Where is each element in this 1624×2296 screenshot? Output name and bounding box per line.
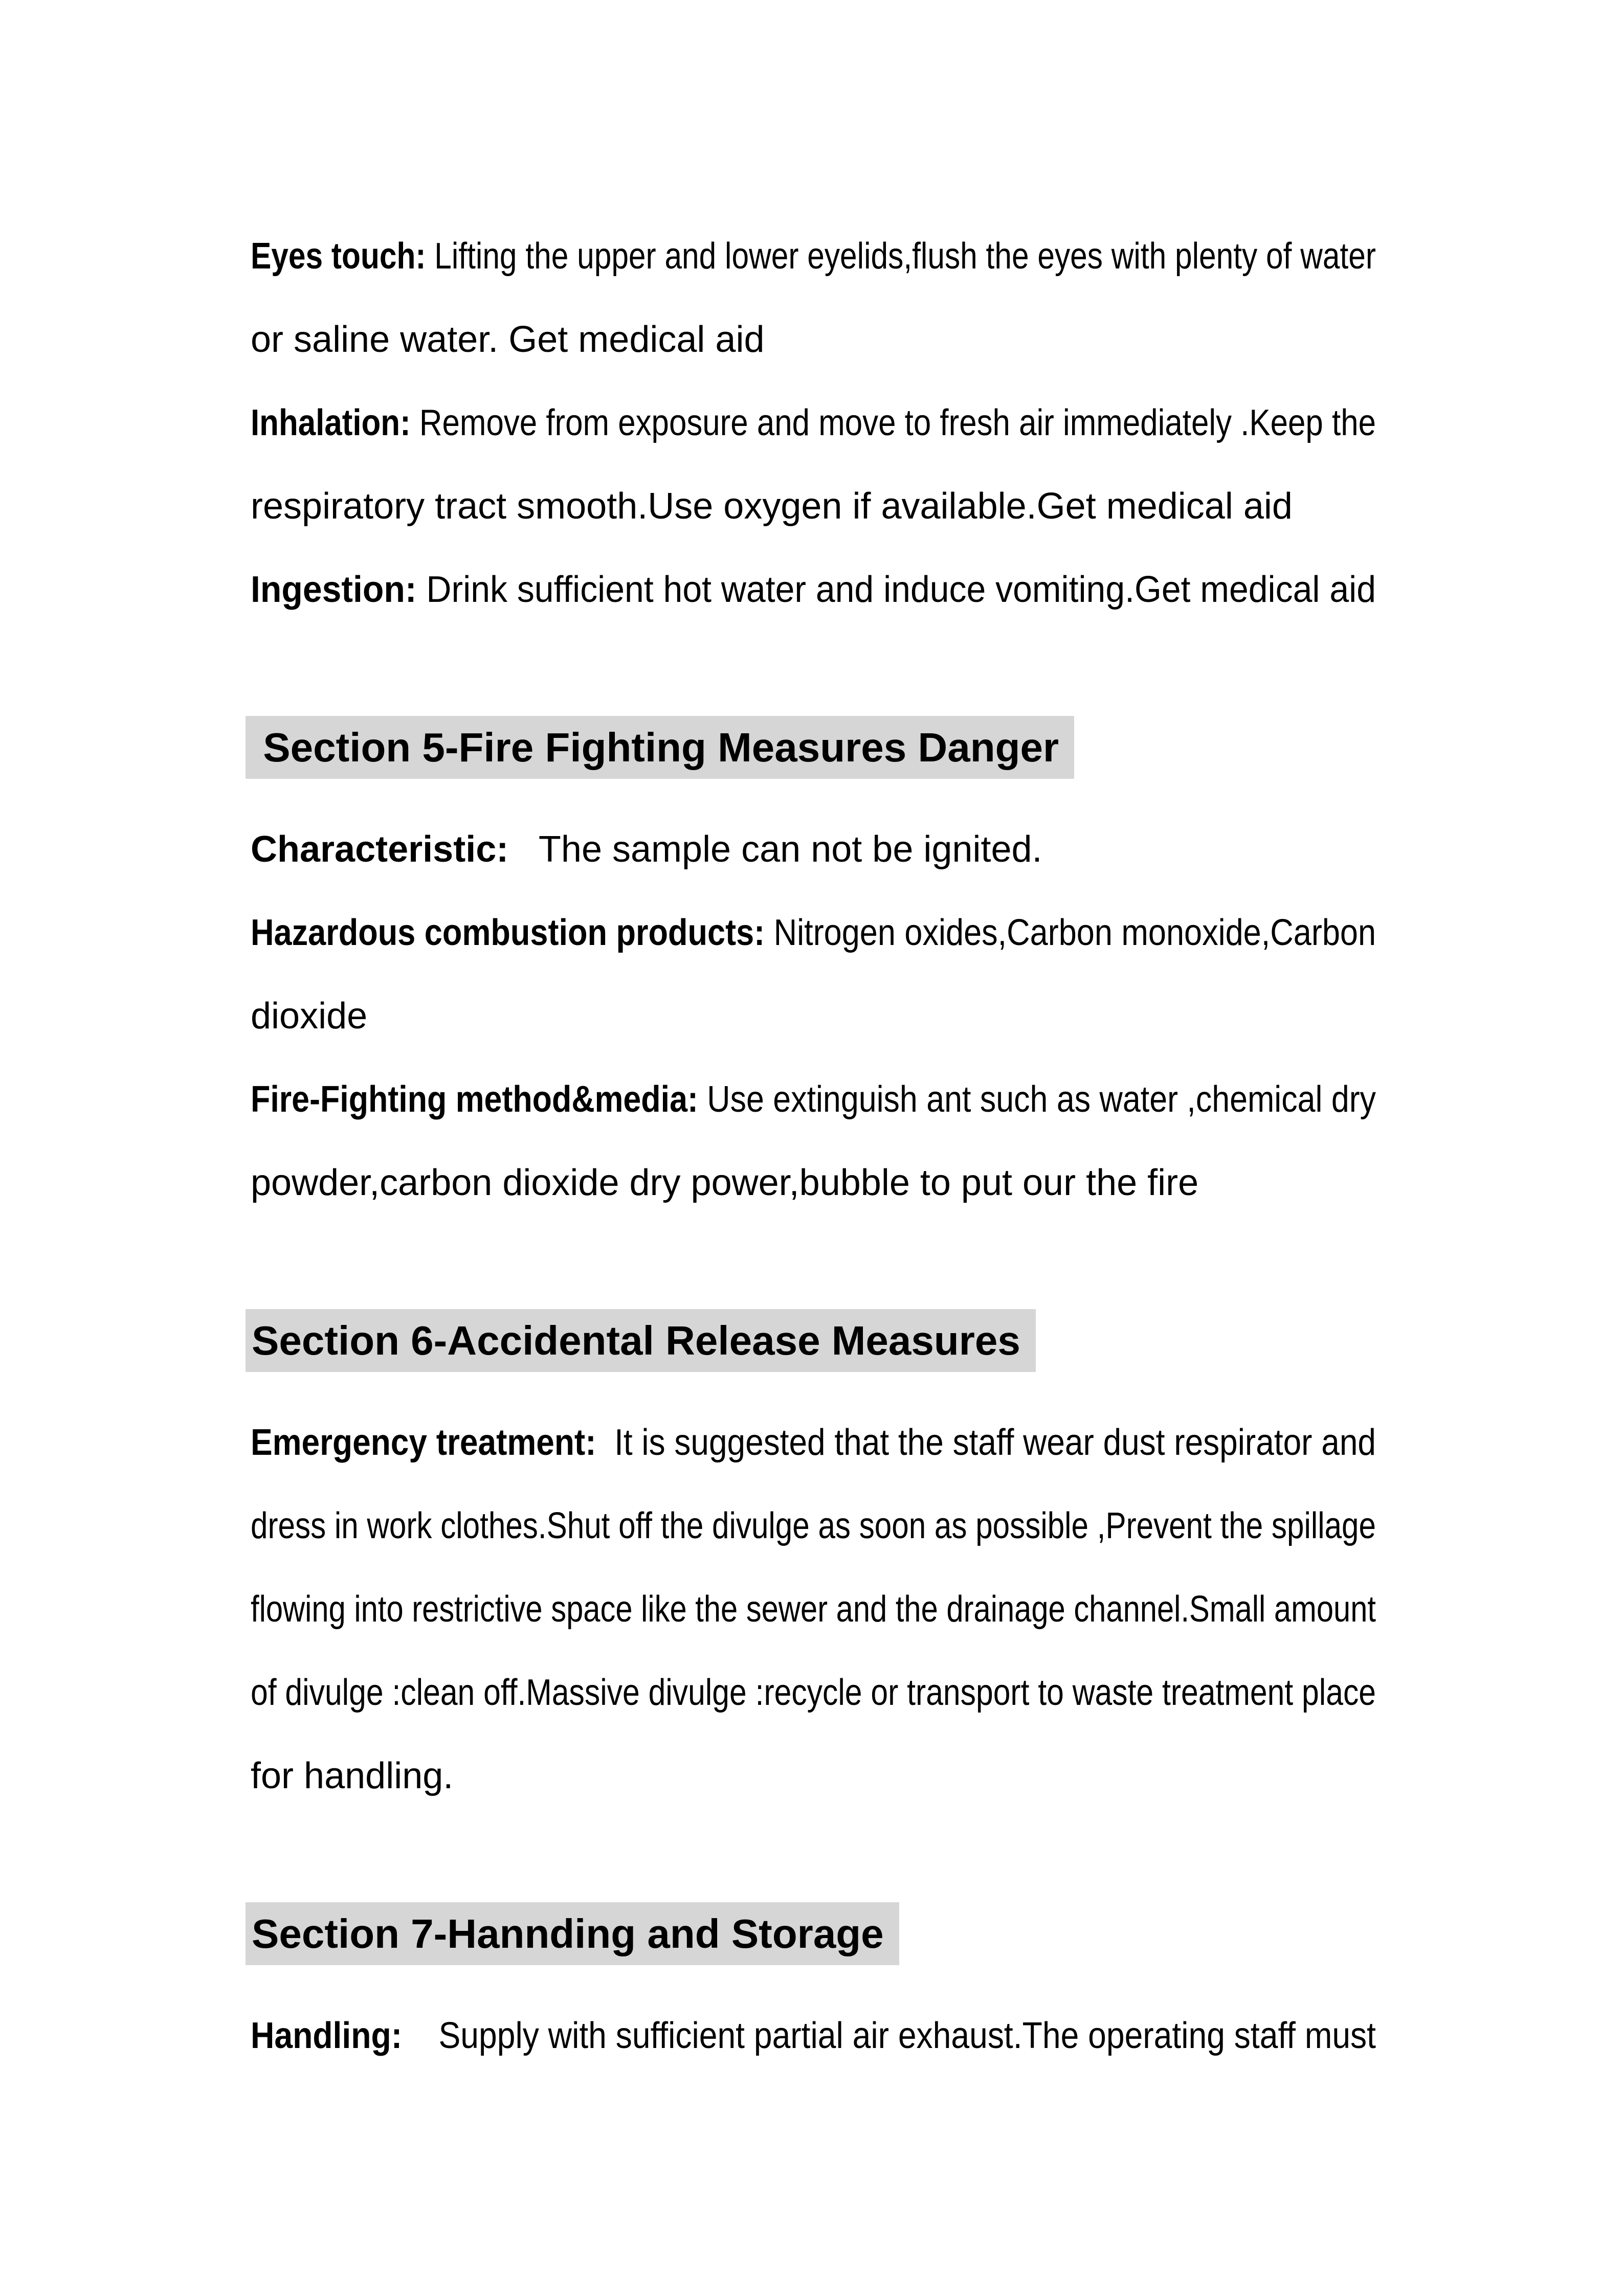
paragraph-text: Supply with sufficient partial air exhaust.The operating staff must [402,2015,1376,2056]
paragraph-text: The sample can not be ignited. [508,829,1042,870]
paragraph-text: respiratory tract smooth.Use oxygen if available.Get medical aid [251,486,1293,527]
paragraph-text: Nitrogen oxides,Carbon monoxide,Carbon [765,912,1376,953]
paragraph-line [251,1141,1376,1225]
paragraph-line [251,1484,1376,1568]
field-label: Handling: [251,2015,403,2056]
field-label: Emergency treatment: [251,1422,596,1463]
paragraph-text: flowing into restrictive space like the sewer and the drainage channel.Small amount [251,1589,1376,1630]
paragraph-text: Use extinguish ant such as water ,chemical dry [698,1079,1376,1120]
paragraph-line [251,1401,1376,1484]
section-heading: Section 7-Hannding and Storage [246,1902,899,1965]
paragraph-text: Remove from exposure and move to fresh air immediately .Keep the [410,402,1376,443]
paragraph-text: dioxide [251,996,368,1037]
section-heading: Section 5-Fire Fighting Measures Danger [246,716,1074,779]
paragraph-text: for handling. [251,1755,454,1796]
paragraph-line [251,891,1376,975]
section-heading: Section 6-Accidental Release Measures [246,1309,1036,1372]
paragraph-line [251,1651,1376,1735]
paragraph-line [251,548,1376,632]
document-body [251,215,1376,2078]
section-heading-row [246,716,1376,779]
paragraph-text: powder,carbon dioxide dry power,bubble to put our the fire [251,1162,1199,1203]
paragraph-text: It is suggested that the staff wear dust respirator and [596,1422,1376,1463]
paragraph-text: Lifting the upper and lower eyelids,flush the eyes with plenty of water [426,236,1376,277]
section-heading-row [246,1902,1376,1965]
field-label: Fire-Fighting method&media: [251,1079,698,1120]
paragraph-line [251,975,1376,1058]
paragraph-text: dress in work clothes.Shut off the divulge as soon as possible ,Prevent the spillage [251,1505,1376,1546]
paragraph-line [251,1994,1376,2078]
paragraph-line [251,1568,1376,1651]
field-label: Inhalation: [251,402,411,443]
paragraph-line [251,381,1376,465]
paragraph-line [251,1735,1376,1818]
paragraph-text: Drink sufficient hot water and induce vomiting.Get medical aid [416,569,1376,610]
paragraph-line [251,298,1376,381]
field-label: Ingestion: [251,569,417,610]
section-heading-row [246,1309,1376,1372]
paragraph-line [251,1058,1376,1141]
paragraph-text: or saline water. Get medical aid [251,319,765,360]
paragraph-line [251,215,1376,298]
paragraph-text: of divulge :clean off.Massive divulge :recycle or transport to waste treatment place [251,1672,1376,1713]
field-label: Hazardous combustion products: [251,912,765,953]
field-label: Eyes touch: [251,236,426,277]
field-label: Characteristic: [251,829,509,870]
paragraph-line [251,808,1376,891]
paragraph-line [251,465,1376,548]
